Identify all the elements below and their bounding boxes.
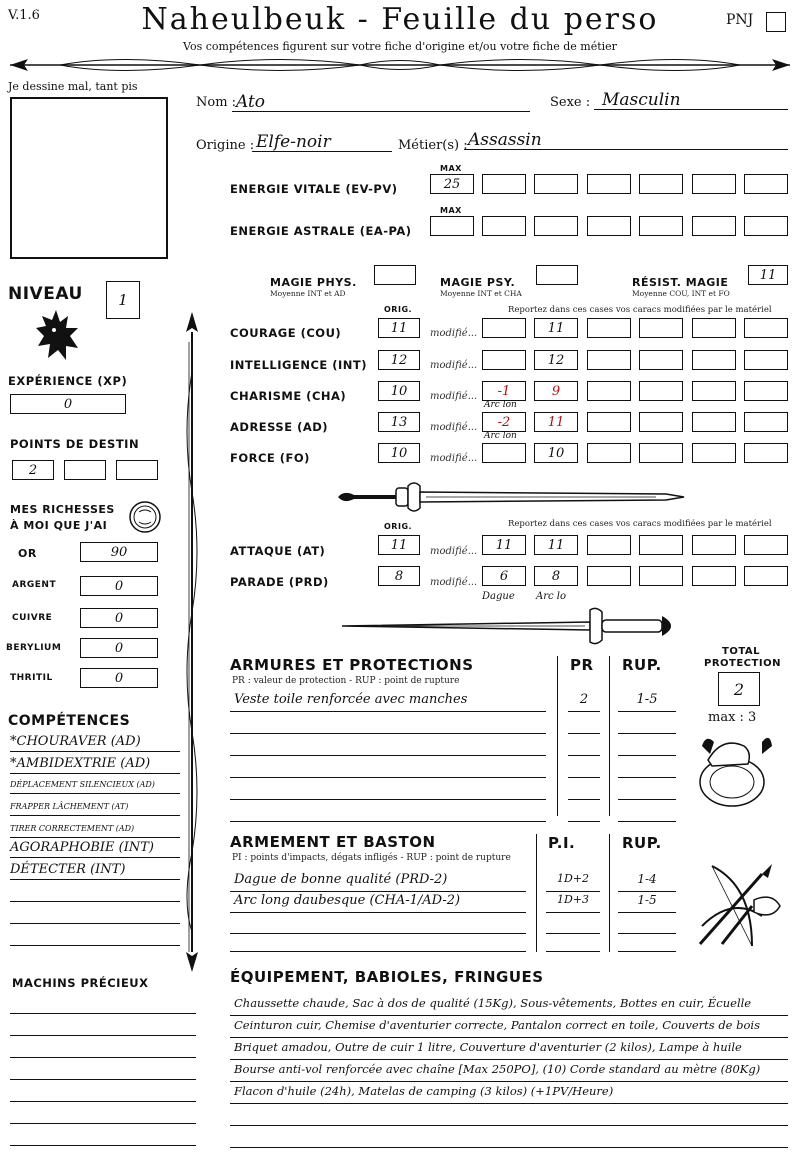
armures-sub: PR : valeur de protection - RUP : point de rupture <box>232 676 460 686</box>
carac-mod-box[interactable] <box>482 443 526 463</box>
pnj-checkbox[interactable] <box>766 12 786 32</box>
carac-orig-value: 12 <box>390 352 408 368</box>
armement-title: ARMEMENT ET BASTON <box>230 833 436 851</box>
carac-box[interactable] <box>744 443 788 463</box>
attaque-orig-box[interactable] <box>378 535 420 555</box>
carac-label-ad: ADRESSE (AD) <box>230 420 329 434</box>
argent-label: ARGENT <box>12 580 57 590</box>
competence-text: TIRER CORRECTEMENT (AD) <box>10 824 135 833</box>
machin-line[interactable] <box>10 1040 196 1058</box>
experience-label: EXPÉRIENCE (XP) <box>8 374 128 388</box>
carac-box[interactable] <box>744 350 788 370</box>
resist-magie-sub: Moyenne COU, INT et FO <box>632 289 730 298</box>
attaque-value: 11 <box>547 537 565 553</box>
arme-row[interactable] <box>230 914 526 934</box>
attaque-box[interactable] <box>692 535 736 555</box>
carac-box[interactable] <box>534 381 578 401</box>
equipement-text: Chaussette chaude, Sac à dos de qualité (15Kg), Sous-vêtements, Bottes en cuir, Écuelle <box>234 996 752 1010</box>
carac-mod-box[interactable] <box>482 350 526 370</box>
armure-rup[interactable] <box>618 802 676 822</box>
modif-label: modifié... <box>430 453 478 464</box>
nom-label: Nom : <box>196 95 237 110</box>
equipement-line[interactable] <box>230 1040 788 1060</box>
equipement-line[interactable] <box>230 1018 788 1038</box>
modif-label: modifié... <box>430 577 478 588</box>
ea-box[interactable] <box>639 216 683 236</box>
arme-rup[interactable] <box>618 914 676 934</box>
metier-value: Assassin <box>468 130 542 150</box>
rup-label: RUP. <box>622 656 662 674</box>
armure-pr[interactable] <box>568 736 600 756</box>
carac-box[interactable] <box>587 381 631 401</box>
or-label: OR <box>18 547 37 560</box>
arme-rup-value: 1-4 <box>637 872 657 886</box>
magie-phys-sub: Moyenne INT et AD <box>270 289 346 298</box>
carac-box[interactable] <box>534 443 578 463</box>
total-label-1: TOTAL <box>722 646 760 657</box>
armure-rup[interactable] <box>618 714 676 734</box>
resist-magie-label: RÉSIST. MAGIE <box>632 276 729 289</box>
richesses-label-1: MES RICHESSES <box>10 503 115 516</box>
origine-field[interactable] <box>252 132 392 152</box>
carac-orig-box[interactable] <box>378 443 420 463</box>
ev-max-value: 25 <box>443 176 461 192</box>
niveau-label: NIVEAU <box>8 284 83 304</box>
attaque-value: 11 <box>495 537 513 553</box>
thritil-box[interactable] <box>80 668 158 688</box>
equipement-line[interactable] <box>230 996 788 1016</box>
armure-pr[interactable] <box>568 802 600 822</box>
orig-label: ORIG. <box>384 305 413 314</box>
modif-label: modifié... <box>430 328 478 339</box>
sword-icon <box>336 478 686 516</box>
armure-name: Veste toile renforcée avec manches <box>234 692 468 707</box>
page-subtitle: Vos compétences figurent sur votre fiche d'origine et/ou votre fiche de métier <box>183 40 617 53</box>
competence-text: AGORAPHOBIE (INT) <box>10 840 154 855</box>
modif-label: modifié... <box>430 546 478 557</box>
or-box[interactable] <box>80 542 158 562</box>
ev-box[interactable] <box>692 174 736 194</box>
equipement-text: Ceinturon cuir, Chemise d'aventurier correcte, Pantalon correct en toile, Couverts de bois <box>234 1018 761 1032</box>
carac-box[interactable] <box>534 350 578 370</box>
richesses-label-2: À MOI QUE J'AI <box>10 519 108 532</box>
nom-field[interactable] <box>232 92 530 112</box>
carac-box[interactable] <box>744 412 788 432</box>
carac-value: 9 <box>551 383 561 399</box>
magie-phys-box[interactable] <box>374 265 416 285</box>
carac-orig-box[interactable] <box>378 412 420 432</box>
carac-box[interactable] <box>692 350 736 370</box>
armement-divider <box>536 834 537 952</box>
competence-text: FRAPPER LÂCHEMENT (AT) <box>10 802 129 811</box>
arme-pi-value: 1D+2 <box>556 872 590 885</box>
combat-col-note: Arc lo <box>536 591 566 602</box>
weapons-icon <box>692 856 788 952</box>
equipement-line[interactable] <box>230 1128 788 1148</box>
arme-rup[interactable] <box>618 932 676 952</box>
arme-pi[interactable] <box>546 872 600 892</box>
armure-row[interactable] <box>230 802 546 822</box>
dragon-icon <box>30 306 82 364</box>
arme-pi[interactable] <box>546 932 600 952</box>
equipement-title: ÉQUIPEMENT, BABIOLES, FRINGUES <box>230 968 544 986</box>
sword-icon <box>340 604 684 648</box>
armures-divider <box>557 656 558 816</box>
origine-value: Elfe-noir <box>256 132 331 152</box>
resist-magie-value: 11 <box>759 267 777 283</box>
sexe-label: Sexe : <box>550 95 591 110</box>
carac-box[interactable] <box>744 381 788 401</box>
magie-phys-label: MAGIE PHYS. <box>270 276 357 289</box>
ev-box[interactable] <box>587 174 631 194</box>
total-label-2: PROTECTION <box>704 658 781 669</box>
carac-box[interactable] <box>639 443 683 463</box>
carac-box[interactable] <box>744 318 788 338</box>
carac-box[interactable] <box>692 412 736 432</box>
armure-rup[interactable] <box>618 736 676 756</box>
carac-value: 11 <box>547 320 565 336</box>
carac-box[interactable] <box>587 412 631 432</box>
arme-rup[interactable] <box>618 893 676 913</box>
ea-max-label: MAX <box>440 206 462 215</box>
cuivre-label: CUIVRE <box>12 613 53 623</box>
carac-label-fo: FORCE (FO) <box>230 451 310 465</box>
armement-sub: PI : points d'impacts, dégats infligés - RUP : point de rupture <box>232 853 511 863</box>
or-value: 90 <box>110 544 128 560</box>
carac-note: Arc lon <box>484 400 517 410</box>
competence-item[interactable] <box>10 928 180 946</box>
portrait-caption: Je dessine mal, tant pis <box>8 80 138 93</box>
sexe-value: Masculin <box>602 90 681 110</box>
competence-item[interactable] <box>10 756 180 774</box>
ea-label: ENERGIE ASTRALE (EA-PA) <box>230 224 412 238</box>
parade-box[interactable] <box>482 566 526 586</box>
carac-note: Arc lon <box>484 431 517 441</box>
berylium-label: BERYLIUM <box>6 643 62 653</box>
destin-box[interactable] <box>12 460 54 480</box>
pi-label: P.I. <box>548 834 576 852</box>
machin-line[interactable] <box>10 1062 196 1080</box>
arme-rup[interactable] <box>618 872 676 892</box>
parade-orig-box[interactable] <box>378 566 420 586</box>
armure-pr[interactable] <box>568 780 600 800</box>
competence-item[interactable] <box>10 824 180 838</box>
carac-box[interactable] <box>639 381 683 401</box>
metier-field[interactable] <box>464 130 788 150</box>
carac-box[interactable] <box>534 412 578 432</box>
cuivre-value: 0 <box>114 610 124 626</box>
modif-label: modifié... <box>430 360 478 371</box>
destin-label: POINTS DE DESTIN <box>10 437 140 451</box>
machin-line[interactable] <box>10 996 196 1014</box>
carac-label-cha: CHARISME (CHA) <box>230 389 347 403</box>
ev-max-label: MAX <box>440 164 462 173</box>
combat-note: Reportez dans ces cases vos caracs modifiées par le matériel <box>508 519 772 529</box>
armure-pr-value: 2 <box>579 692 589 707</box>
competence-text: *AMBIDEXTRIE (AD) <box>10 756 151 771</box>
carac-box[interactable] <box>587 350 631 370</box>
machin-line[interactable] <box>10 1084 196 1102</box>
competence-text: *CHOURAVER (AD) <box>10 734 141 749</box>
magie-psy-label: MAGIE PSY. <box>440 276 516 289</box>
argent-box[interactable] <box>80 576 158 596</box>
portrait-frame[interactable] <box>10 97 168 259</box>
arme-row[interactable] <box>230 872 526 892</box>
destin-value: 2 <box>28 462 38 478</box>
carac-orig-box[interactable] <box>378 381 420 401</box>
competence-text: DÉPLACEMENT SILENCIEUX (AD) <box>10 780 155 789</box>
armure-pr[interactable] <box>568 692 600 712</box>
armure-row[interactable] <box>230 736 546 756</box>
parade-value: 8 <box>551 568 561 584</box>
ea-box[interactable] <box>744 216 788 236</box>
carac-box[interactable] <box>692 318 736 338</box>
competence-item[interactable] <box>10 906 180 924</box>
carac-box[interactable] <box>692 381 736 401</box>
armure-row[interactable] <box>230 714 546 734</box>
ev-max-box[interactable] <box>430 174 474 194</box>
machin-line[interactable] <box>10 1106 196 1124</box>
carac-box[interactable] <box>692 443 736 463</box>
coin-icon <box>128 500 162 534</box>
equipement-line[interactable] <box>230 1084 788 1104</box>
machin-line[interactable] <box>10 1018 196 1036</box>
caracs-note: Reportez dans ces cases vos caracs modifiées par le matériel <box>508 305 772 315</box>
machin-line[interactable] <box>10 1128 196 1146</box>
carac-mod-box[interactable] <box>482 318 526 338</box>
sexe-field[interactable] <box>594 90 788 110</box>
parade-label: PARADE (PRD) <box>230 575 329 589</box>
ea-max-box[interactable] <box>430 216 474 236</box>
carac-box[interactable] <box>534 318 578 338</box>
pr-label: PR <box>570 656 594 674</box>
ev-box[interactable] <box>744 174 788 194</box>
carac-orig-value: 11 <box>390 320 408 336</box>
armure-rup[interactable] <box>618 758 676 778</box>
attaque-box[interactable] <box>639 535 683 555</box>
arme-row[interactable] <box>230 893 526 913</box>
carac-orig-value: 10 <box>390 383 408 399</box>
armures-divider <box>609 656 610 816</box>
armement-rup-label: RUP. <box>622 834 662 852</box>
competence-item[interactable] <box>10 734 180 752</box>
armure-rup[interactable] <box>618 780 676 800</box>
equipement-line[interactable] <box>230 1106 788 1126</box>
total-protection-box[interactable] <box>718 672 760 706</box>
parade-box[interactable] <box>692 566 736 586</box>
destin-box[interactable] <box>116 460 158 480</box>
attaque-box[interactable] <box>482 535 526 555</box>
carac-value: 11 <box>547 414 565 430</box>
attaque-box[interactable] <box>534 535 578 555</box>
armure-row[interactable] <box>230 780 546 800</box>
attaque-orig-value: 11 <box>390 537 408 553</box>
competence-item[interactable] <box>10 840 180 858</box>
total-protection-value: 2 <box>733 679 745 699</box>
competence-item[interactable] <box>10 780 180 794</box>
carac-value: 10 <box>547 445 565 461</box>
experience-value: 0 <box>63 396 73 412</box>
ev-box[interactable] <box>639 174 683 194</box>
carac-orig-box[interactable] <box>378 318 420 338</box>
page-title: Naheulbeuk - Feuille du perso <box>141 2 659 37</box>
experience-box[interactable] <box>10 394 126 414</box>
competence-item[interactable] <box>10 802 180 816</box>
carac-orig-box[interactable] <box>378 350 420 370</box>
thritil-value: 0 <box>114 670 124 686</box>
carac-orig-value: 13 <box>390 414 408 430</box>
niveau-value: 1 <box>118 291 128 309</box>
version-label: V.1.6 <box>8 8 40 23</box>
attaque-label: ATTAQUE (AT) <box>230 544 326 558</box>
armure-row[interactable] <box>230 692 546 712</box>
carac-label-cou: COURAGE (COU) <box>230 326 342 340</box>
carac-box[interactable] <box>639 318 683 338</box>
total-max: max : 3 <box>708 710 757 725</box>
parade-box[interactable] <box>744 566 788 586</box>
armure-rup-value: 1-5 <box>636 692 658 707</box>
ev-box[interactable] <box>482 174 526 194</box>
carac-mod-value: -2 <box>497 414 511 430</box>
equipement-text: Flacon d'huile (24h), Matelas de camping (3 kilos) (+1PV/Heure) <box>234 1084 614 1098</box>
arme-pi[interactable] <box>546 914 600 934</box>
ev-box[interactable] <box>534 174 578 194</box>
combat-col-note: Dague <box>482 591 515 602</box>
resist-magie-box[interactable] <box>748 265 788 285</box>
parade-orig-value: 8 <box>394 568 404 584</box>
berylium-value: 0 <box>114 640 124 656</box>
armure-rup[interactable] <box>618 692 676 712</box>
nom-value: Ato <box>236 92 266 112</box>
carac-mod-box[interactable] <box>482 381 526 401</box>
parade-value: 6 <box>499 568 509 584</box>
armure-row[interactable] <box>230 758 546 778</box>
destin-box[interactable] <box>64 460 106 480</box>
attaque-box[interactable] <box>744 535 788 555</box>
parade-box[interactable] <box>534 566 578 586</box>
arme-name: Dague de bonne qualité (PRD-2) <box>234 872 448 887</box>
modif-label: modifié... <box>430 391 478 402</box>
carac-value: 12 <box>547 352 565 368</box>
armures-title: ARMURES ET PROTECTIONS <box>230 656 474 674</box>
magie-psy-box[interactable] <box>536 265 578 285</box>
competences-label: COMPÉTENCES <box>8 713 131 729</box>
magie-psy-sub: Moyenne INT et CHA <box>440 289 522 298</box>
carac-orig-value: 10 <box>390 445 408 461</box>
competence-item[interactable] <box>10 884 180 902</box>
carac-mod-value: -1 <box>497 383 511 399</box>
arme-row[interactable] <box>230 932 526 952</box>
combat-orig-label: ORIG. <box>384 522 413 531</box>
armement-divider <box>609 834 610 952</box>
argent-value: 0 <box>114 578 124 594</box>
berylium-box[interactable] <box>80 638 158 658</box>
cuivre-box[interactable] <box>80 608 158 628</box>
competence-text: DÉTECTER (INT) <box>10 862 126 877</box>
carac-box[interactable] <box>639 350 683 370</box>
carac-box[interactable] <box>639 412 683 432</box>
machins-label: MACHINS PRÉCIEUX <box>12 976 149 990</box>
origine-label: Origine : <box>196 138 255 153</box>
competence-item[interactable] <box>10 862 180 880</box>
equipement-line[interactable] <box>230 1062 788 1082</box>
armure-pr[interactable] <box>568 714 600 734</box>
niveau-box[interactable] <box>106 281 140 319</box>
attaque-box[interactable] <box>587 535 631 555</box>
carac-box[interactable] <box>587 318 631 338</box>
ea-box[interactable] <box>587 216 631 236</box>
arme-rup-value: 1-5 <box>637 893 657 907</box>
carac-mod-box[interactable] <box>482 412 526 432</box>
metier-label: Métier(s) : <box>398 138 468 153</box>
pnj-label: PNJ <box>726 12 754 28</box>
ev-label: ENERGIE VITALE (EV-PV) <box>230 182 398 196</box>
arme-pi[interactable] <box>546 893 600 913</box>
parade-box[interactable] <box>587 566 631 586</box>
modif-label: modifié... <box>430 422 478 433</box>
ea-box[interactable] <box>482 216 526 236</box>
spear-icon <box>180 312 204 972</box>
ea-box[interactable] <box>534 216 578 236</box>
carac-label-int: INTELLIGENCE (INT) <box>230 358 368 372</box>
armure-pr[interactable] <box>568 758 600 778</box>
equipement-text: Briquet amadou, Outre de cuir 1 litre, Couverture d'aventurier (2 kilos), Lampe à huile <box>234 1040 742 1054</box>
ea-box[interactable] <box>692 216 736 236</box>
parade-box[interactable] <box>639 566 683 586</box>
carac-box[interactable] <box>587 443 631 463</box>
helmet-shield-icon <box>692 728 782 810</box>
arme-pi-value: 1D+3 <box>556 893 590 906</box>
arme-name: Arc long daubesque (CHA-1/AD-2) <box>234 893 461 908</box>
ornament-spear-header-icon <box>0 52 800 80</box>
equipement-text: Bourse anti-vol renforcée avec chaîne [Max 250PO], (10) Corde standard au mètre (80Kg) <box>234 1062 761 1076</box>
thritil-label: THRITIL <box>10 673 53 683</box>
